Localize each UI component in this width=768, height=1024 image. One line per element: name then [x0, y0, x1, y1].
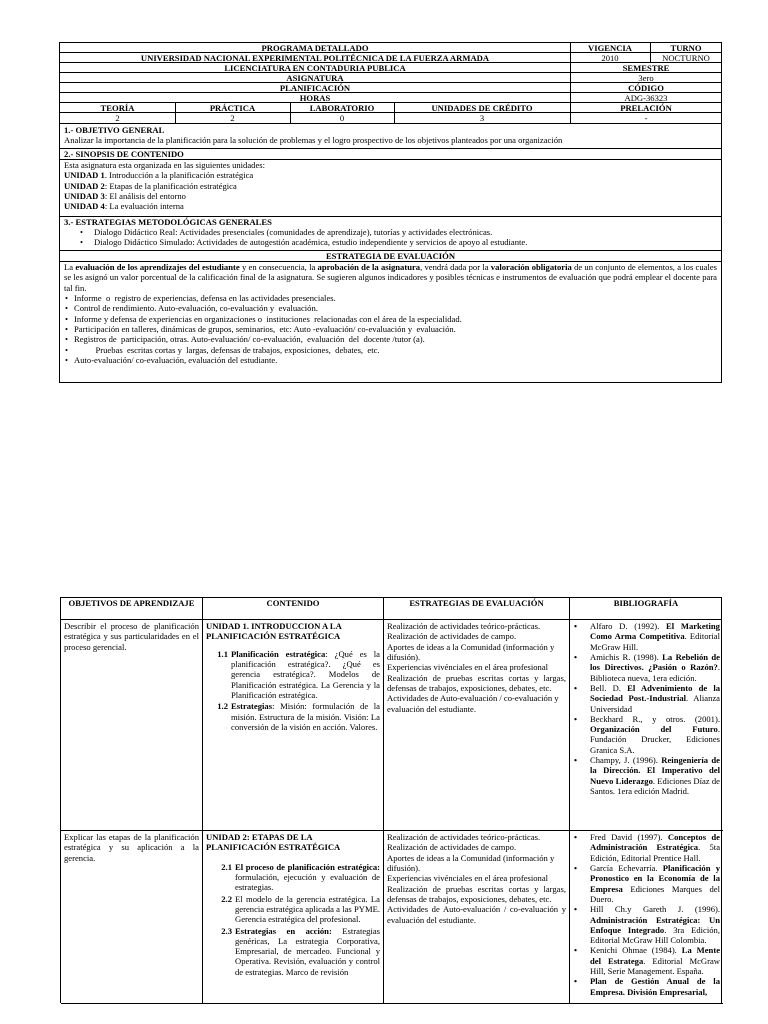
content-item: 2.2 El modelo de la gerencia estratégica. La gerencia estratégica aplicada a las PYME. Gerencia estratégica del profesional. [221, 893, 380, 925]
objetivos-header: OBJETIVOS DE APRENDIZAJE [61, 598, 203, 620]
evaluacion-item: • Registros de participación, otras. Auto-evaluación/ co-evaluación, evaluación del docente /tutor (a). [64, 334, 721, 344]
university-name: UNIVERSIDAD NACIONAL EXPERIMENTAL POLITÉCNICA DE LA FUERZA ARMADA [140, 53, 490, 63]
teoria-value: 2 [115, 113, 120, 123]
program-header-table [59, 42, 722, 383]
estrategias-header: ESTRATEGIAS DE EVALUACIÓN [384, 598, 570, 620]
bib-entry: • Bell. D. El Advenimiento de la Sociedad Post.-Industrial. Alianza Universidad [573, 683, 720, 714]
estrategia-item: • Dialogo Didáctico Real: Actividades presenciales (comunidades de aprendizaje), tutorías y actividades electrónicas. [64, 227, 721, 237]
estrategia-item: • Dialogo Didáctico Simulado: Actividades de autogestión académica, estudio independiente y servicios de apoyo al estudiante. [64, 237, 721, 247]
contenido-header: CONTENIDO [203, 598, 384, 620]
header-row-5 [60, 83, 721, 93]
bib-entry: • Plan de Gestión Anual de la Empresa. División Empresarial, [573, 976, 720, 997]
unit-1-title: UNIDAD 1. INTRODUCCION A LA PLANIFICACIÓN ESTRATÉGICA [206, 621, 342, 642]
evaluacion-item: • Control de rendimiento. Auto-evaluación, co-evaluación y evaluación. [64, 303, 721, 313]
semestre-label: SEMESTRE [622, 63, 670, 73]
bib-entry: • García Echevarría. Planificación y Pronostico en la Economía de la Empresa Ediciones Marques del Duero. [573, 863, 720, 904]
content-item: 1.2 Estrategias: Misión: formulación de la misión. Estructura de la misión. Visión: La conversión de la visión en acción. Valores. [217, 701, 380, 732]
header-row-2 [60, 53, 721, 63]
sinopsis-unit-1: UNIDAD 1. Introducción a la planificación estratégica [64, 170, 254, 181]
sinopsis-intro: Esta asignatura esta organizada en las siguientes unidades: [64, 160, 266, 170]
asignatura-value: PLANIFICACIÓN [279, 83, 351, 93]
objetivo-general-section [60, 125, 721, 149]
evaluacion-item: • Informe y defensa de experiencias en organizaciones o instituciones relacionadas con el área de la especialidad. [64, 314, 721, 324]
bib-entry: • Champy, J. (1996). Reingeniería de la Dirección. El Imperativo del Nuevo Liderazgo. Ediciones Díaz de Santos. 1era edición Madrid. [573, 755, 720, 796]
practica-label: PRÁCTICA [209, 103, 256, 113]
estrategia-evaluacion-section [60, 251, 721, 382]
evaluacion-paragraph: La evaluación de los aprendizajes del estudiante y en consecuencia, la aprobación de la asignatura, vendrá dada por la valoración obligatoria de un conjunto de elementos, a los cuales se les asignó un valor porcentual de la calificación final de la asignatura. Se sugieren algunos indicadores y posibles técnicas e instrumentos de evaluación que podrá emplear el docente para tal fin. [64, 262, 718, 293]
practica-value: 2 [230, 113, 235, 123]
sinopsis-section [60, 149, 721, 217]
estrategia-evaluacion-title: ESTRATEGIA DE EVALUACIÓN [60, 251, 721, 262]
unit-2-title: UNIDAD 2: ETAPAS DE LA PLANIFICACIÓN ESTRATÉGICA [206, 832, 341, 853]
header-row-6 [60, 93, 721, 103]
laboratorio-label: LABORATORIO [309, 103, 375, 113]
sinopsis-unit-4: UNIDAD 4: La evaluación interna [64, 201, 184, 212]
teoria-label: TEORÍA [100, 103, 135, 113]
program-title: PROGRAMA DETALLADO [261, 43, 369, 53]
estrategias-metodologicas-section [60, 217, 721, 251]
evaluacion-item: • Informe o registro de experiencias, defensa en las actividades presenciales. [64, 293, 721, 303]
sinopsis-unit-2: UNIDAD 2: Etapas de la planificación estratégica [64, 180, 237, 191]
bib-entry: • Fred David (1997). Conceptos de Administración Estratégica. 5ta Edición, Editorial Prentice Hall. [573, 832, 720, 863]
bib-entry: • Kenichi Ohmae (1984). La Mente del Estratega. Editorial McGraw Hill, Serie Management. España. [573, 945, 720, 976]
turno-label: TURNO [670, 43, 702, 53]
bibliografia-header: BIBLIOGRAFÍA [570, 598, 722, 620]
column-divider [290, 103, 291, 124]
codigo-label: CÓDIGO [628, 83, 664, 93]
laboratorio-value: 0 [339, 113, 345, 123]
bibliografia-row-1 [570, 620, 723, 831]
evaluacion-item: • Pruebas escritas cortas y largas, defensas de trabajos, exposiciones, debates, etc. [64, 345, 721, 355]
header-row-3 [60, 63, 721, 73]
contenido-row-1 [203, 620, 384, 831]
evaluacion-item: • Participación en talleres, dinámicas de grupos, seminarios, etc: Auto -evaluación/ co-evaluación y evaluación. [64, 324, 721, 334]
column-divider [394, 103, 395, 124]
asignatura-label: ASIGNATURA [286, 73, 344, 83]
content-plan-table [60, 597, 722, 1003]
estrategias-row-1: Realización de actividades teórico-prácticas. Realización de actividades de campo. Aportes de ideas a la Comunidad (información y difusión). Experiencias vivénciales en el área profesional Realización de pruebas escritas cortas y largas, defensas de trabajos, exposiciones, debates, etc. Actividades de Auto-evaluación / co-evaluación y evaluación del estudiante. [384, 620, 570, 831]
horas-label: HORAS [299, 93, 331, 103]
header-row-4 [60, 73, 721, 83]
bibliografia-row-2 [570, 831, 723, 1004]
estrategias-row-2: Realización de actividades teórico-prácticas. Realización de actividades de campo. Aportes de ideas a la Comunidad (información y difusión). Experiencias vivénciales en el área profesional Realización de pruebas escritas cortas y largas, defensas de trabajos, exposiciones, debates, etc. Actividades de Auto-evaluación / co-evaluación y evaluación del estudiante. [384, 831, 570, 1004]
evaluacion-item: • Auto-evaluación/ co-evaluación, evaluación del estudiante. [64, 355, 721, 365]
contenido-row-2 [203, 831, 384, 1004]
bib-entry: • Alfaro D. (1992). El Marketing Como Arma Competitiva. Editorial McGraw Hill. [573, 621, 720, 652]
prelacion-label: PRELACIÓN [620, 103, 672, 113]
sinopsis-title: 2.- SINOPSIS DE CONTENIDO [60, 149, 721, 160]
unidades-credito-label: UNIDADES DE CRÉDITO [431, 103, 533, 113]
objetivo-general-title: 1.- OBJETIVO GENERAL [64, 125, 165, 135]
objetivo-general-text: Analizar la importancia de la planificación para la solución de problemas y el logro prospectivo de los objetivos planteados por una organización [64, 135, 563, 145]
content-item: 2.1 El proceso de planificación estratégica: formulación, ejecución y evaluación de estrategias. [221, 861, 380, 893]
objetivo-row-2: Explicar las etapas de la planificación estratégica y su aplicación a la gerencia. [61, 831, 203, 1004]
sinopsis-unit-3: UNIDAD 3: El análisis del entorno [64, 190, 186, 201]
bib-entry: • Amichis R. (1998). La Rebelión de los Directivos. ¿Pasión o Razón?. Biblioteca nueva, 1era edición. [573, 652, 720, 683]
vigencia-label: VIGENCIA [588, 43, 632, 53]
bib-entry: • Beckhard R., y otros. (2001). Organización del Futuro. Fundación Drucker, Ediciones Granica S.A. [573, 714, 720, 755]
header-row-7 [60, 103, 721, 113]
content-item: 2.3 Estrategias en acción: Estrategias genéricas, La estrategia Corporativa, Empresarial, de mercadeo. Funcional y Operativa. Revisión, evaluación y control de estrategias. Marco de revisión [221, 925, 380, 977]
program-header [60, 43, 721, 123]
header-row-8 [60, 113, 721, 124]
column-divider [650, 43, 651, 63]
header-row-1 [60, 43, 721, 53]
bib-entry: • Hill Ch.y Gareth J. (1996). Administración Estratégica: Un Enfoque Integrado. 3ra Edición, Editorial McGraw Hill Colombia. [573, 904, 720, 945]
unidades-credito-value: 3 [479, 113, 485, 123]
degree-name: LICENCIATURA EN CONTADURIA PUBLICA [224, 63, 406, 73]
turno-value: NOCTURNO [662, 53, 710, 63]
column-divider [175, 103, 176, 124]
column-divider [570, 43, 571, 124]
content-item: 1.1 Planificación estratégica: ¿Qué es la planificación estratégica?. ¿Qué es gerencia estratégica?. Modelos de Planificación estratégica. La Gerencia y la Planificación estratégica. [217, 648, 381, 700]
prelacion-value: - [644, 113, 648, 123]
codigo-value: ADG-36323 [624, 93, 668, 103]
objetivo-row-1: Describir el proceso de planificación estratégica y sus particularidades en el proceso gerencial. [61, 620, 203, 831]
semestre-value: 3ero [638, 73, 654, 83]
vigencia-value: 2010 [601, 53, 619, 63]
estrategias-metodologicas-title: 3.- ESTRATEGIAS METODOLÓGICAS GENERALES [64, 217, 272, 227]
